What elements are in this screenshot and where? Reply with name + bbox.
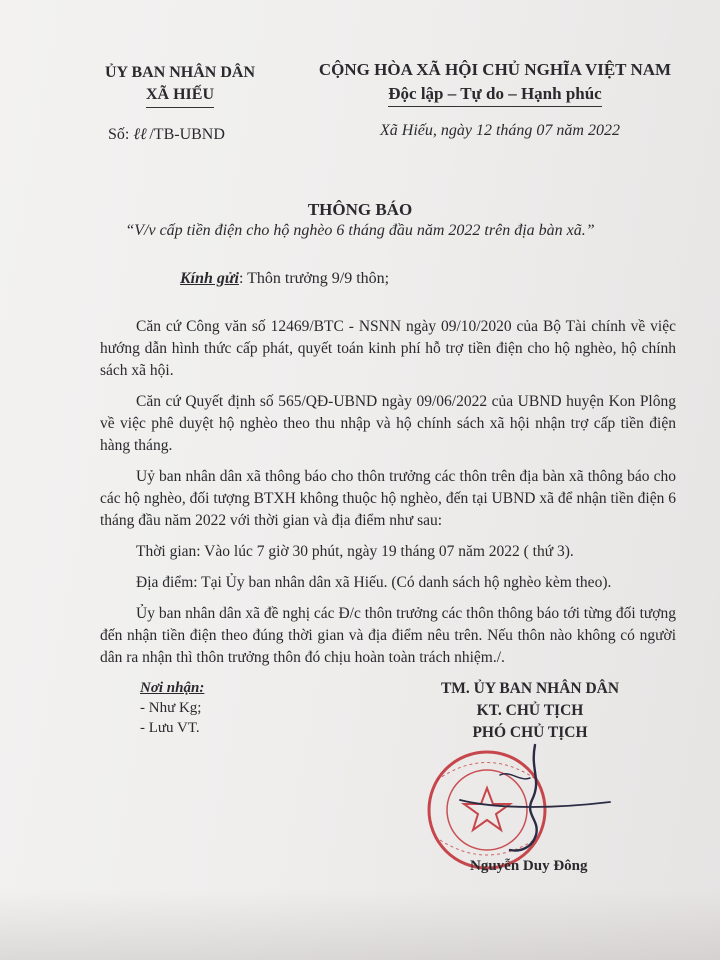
signature-line-1: TM. ỦY BAN NHÂN DÂN [440,680,620,697]
issuing-agency [70,62,290,108]
agency-line-2: XÃ HIẾU [146,84,214,108]
agency-line-1: ỦY BAN NHÂN DÂN [104,64,256,81]
signer-name: Nguyễn Duy Đông [470,858,588,874]
number-suffix: /TB-UBND [149,126,225,143]
handwritten-signature [440,740,620,870]
paragraph-request: Ủy ban nhân dân xã đề nghị các Đ/c thôn trưởng các thôn thông báo tới từng đối tượng đến nhận tiền điện theo đúng thời gian và địa điểm nêu trên. Nếu thôn nào không có người dân ra nhận thì thôn trưởng thôn đó chịu hoàn toàn trách nhiệm./. [100,605,676,666]
place-and-date: Xã Hiếu, ngày 12 tháng 07 năm 2022 [380,122,620,139]
salutation-label: Kính gửi [180,270,239,287]
recipients-block [140,678,204,738]
signature-line-3: PHÓ CHỦ TỊCH [472,724,588,741]
document-body [100,316,676,678]
national-header [300,58,690,107]
document-subject: “V/v cấp tiền điện cho hộ nghèo 6 tháng đầu năm 2022 trên địa bàn xã.” [125,222,595,239]
paragraph-announcement: Uỷ ban nhân dân xã thông báo cho thôn trưởng các thôn trên địa bàn xã thông báo cho các hộ nghèo, đối tượng BTXH không thuộc hộ nghèo, đến tại UBND xã để nhận tiền điện 6 tháng đầu năm 2022 với thời gian và địa điểm như sau: [100,468,676,529]
document-number [108,124,225,144]
recipient-item: - Lưu VT. [140,720,200,736]
nation-motto: Độc lập – Tự do – Hạnh phúc [388,82,601,107]
document-title: THÔNG BÁO [307,200,413,219]
recipients-heading: Nơi nhận: [140,680,205,696]
number-handwritten-mark: ℓℓ [133,124,147,143]
paragraph-time: Thời gian: Vào lúc 7 giờ 30 phút, ngày 19 tháng 07 năm 2022 ( thứ 3). [136,543,574,560]
salutation-text: : Thôn trưởng 9/9 thôn; [238,270,390,287]
nation-line-1: CỘNG HÒA XÃ HỘI CHỦ NGHĨA VIỆT NAM [318,60,672,79]
recipient-item: - Như Kg; [140,700,202,716]
salutation [180,270,389,288]
signature-block [410,678,650,744]
number-prefix: Số: [108,126,130,143]
paragraph-location: Địa điểm: Tại Ủy ban nhân dân xã Hiếu. (Có danh sách hộ nghèo kèm theo). [136,574,612,591]
paragraph-legal-basis-1: Căn cứ Công văn số 12469/BTC - NSNN ngày 09/10/2020 của Bộ Tài chính về việc hướng dẫn hình thức cấp phát, quyết toán kinh phí hỗ trợ tiền điện cho hộ nghèo, hộ chính sách xã hội. [100,318,676,379]
paragraph-legal-basis-2: Căn cứ Quyết định số 565/QĐ-UBND ngày 09/06/2022 của UBND huyện Kon Plông về việc phê duyệt hộ nghèo theo thu nhập và hộ chính sách xã hội nhận trợ cấp tiền điện hàng tháng. [100,393,676,454]
photo-shadow [0,890,720,960]
signature-line-2: KT. CHỦ TỊCH [476,702,584,719]
